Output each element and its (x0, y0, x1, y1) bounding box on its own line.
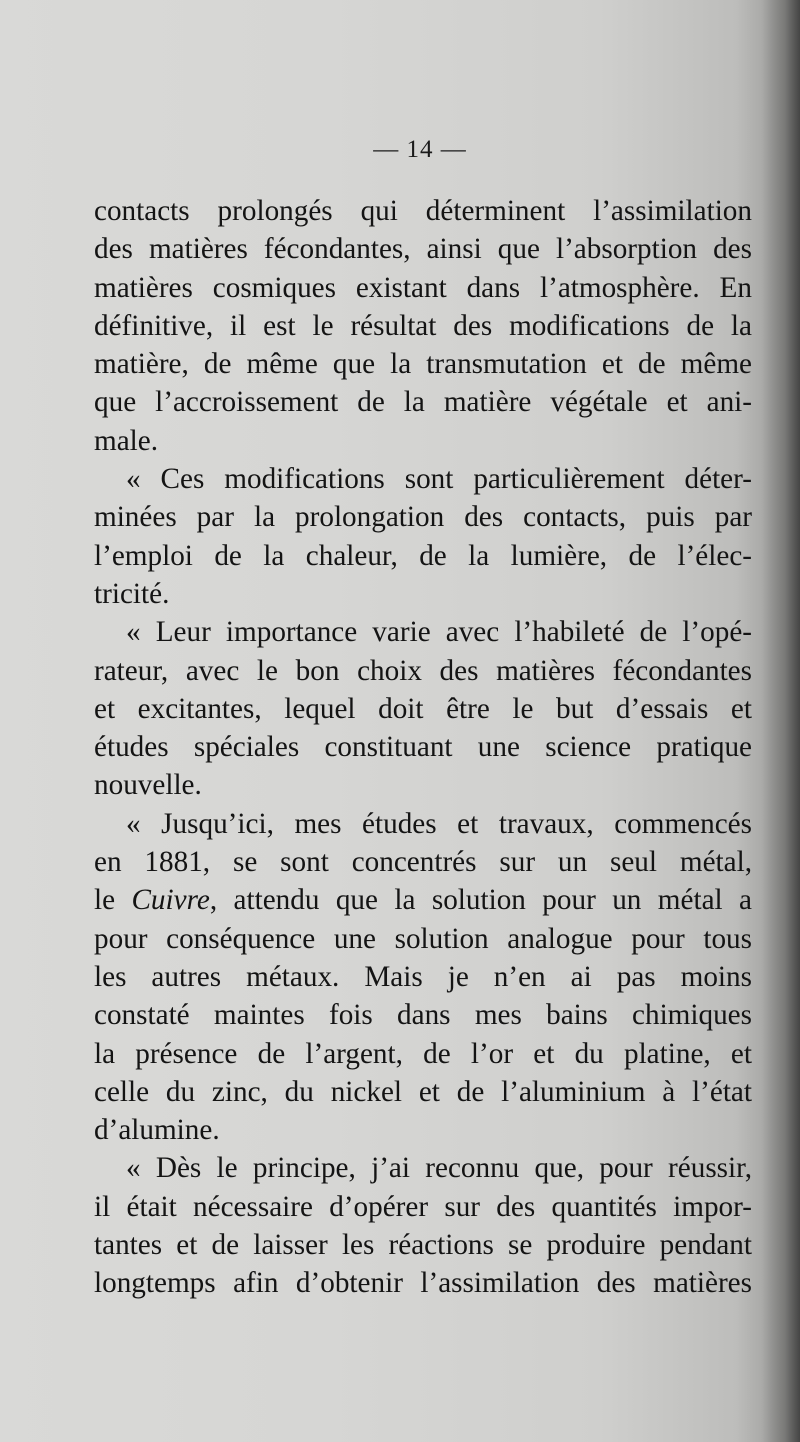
text-line: « Jusqu’ici, mes études et travaux, commencés (126, 807, 752, 840)
text-line: matières cosmiques existant dans l’atmosphère. En (94, 271, 752, 304)
text-line: le Cuivre, attendu que la solution pour un métal a (94, 884, 752, 917)
text-line: en 1881, se sont concentrés sur un seul métal, (94, 846, 752, 879)
text-line: d’alumine. (94, 1114, 220, 1147)
text-line: des matières fécondantes, ainsi que l’absorption des (94, 233, 752, 266)
text-line: l’emploi de la chaleur, de la lumière, de l’élec- (94, 539, 752, 572)
text-line: pour conséquence une solution analogue pour tous (94, 922, 752, 955)
text-line: matière, de même que la transmutation et de même (94, 348, 752, 381)
text-line: tricité. (94, 577, 170, 610)
text-line: la présence de l’argent, de l’or et du platine, et (94, 1037, 752, 1070)
page-number: — 14 — (373, 136, 467, 163)
text-line: contacts prolongés qui déterminent l’assimilation (94, 195, 752, 227)
text-line: nouvelle. (94, 769, 202, 802)
text-line: « Dès le principe, j’ai reconnu que, pour réussir, (126, 1152, 752, 1185)
text-line: les autres métaux. Mais je n’en ai pas moins (94, 960, 752, 993)
text-line: définitive, il est le résultat des modifications de la (94, 309, 752, 342)
text-line: rateur, avec le bon choix des matières fécondantes (94, 654, 752, 687)
text-line: et excitantes, lequel doit être le but d’essais et (94, 692, 752, 725)
text-line: longtemps afin d’obtenir l’assimilation des matières (94, 1267, 752, 1300)
text-line: études spéciales constituant une science pratique (94, 731, 752, 764)
text-line: celle du zinc, du nickel et de l’aluminium à l’état (94, 1075, 752, 1108)
body-text (94, 192, 752, 1303)
page-edge-shadow (762, 0, 800, 1442)
text-line: minées par la prolongation des contacts, puis par (94, 501, 752, 534)
italic-term: Cuivre (131, 884, 210, 917)
text-line: constaté maintes fois dans mes bains chimiques (94, 999, 752, 1032)
text-line: tantes et de laisser les réactions se produire pendant (94, 1229, 752, 1262)
text-line: que l’accroissement de la matière végétale et ani- (94, 386, 752, 419)
text-line: il était nécessaire d’opérer sur des quantités impor- (94, 1190, 752, 1223)
text-line: male. (94, 424, 159, 457)
text-line: « Ces modifications sont particulièrement déter- (126, 463, 752, 496)
text-line: « Leur importance varie avec l’habileté de l’opé- (126, 616, 752, 649)
